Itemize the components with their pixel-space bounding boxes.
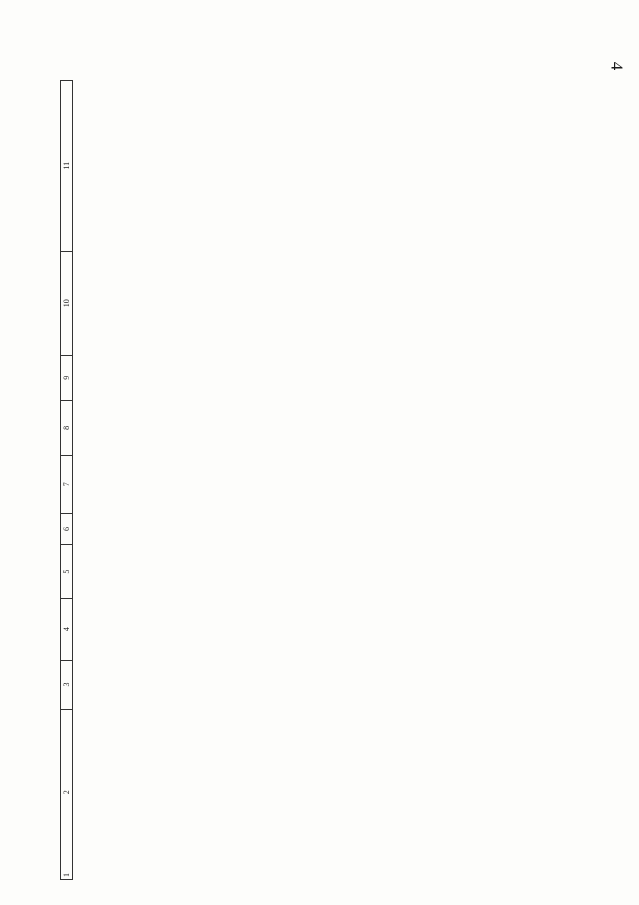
col-number: 5	[61, 545, 73, 598]
col-number: 3	[61, 660, 73, 709]
col-number: 10	[61, 251, 73, 355]
register-table	[60, 80, 73, 880]
col-number: 1	[62, 873, 71, 877]
register-table-frame	[60, 80, 590, 880]
col-number-pair	[61, 709, 73, 879]
col-number: 11	[61, 81, 73, 252]
col-number: 7	[61, 456, 73, 514]
col-number: 4	[61, 598, 73, 660]
header-number-row	[61, 81, 73, 880]
col-number: 9	[61, 355, 73, 400]
col-number: 6	[61, 513, 73, 545]
page-number: 4	[607, 61, 627, 71]
col-number: 8	[61, 400, 73, 455]
col-number: 2	[62, 790, 71, 795]
